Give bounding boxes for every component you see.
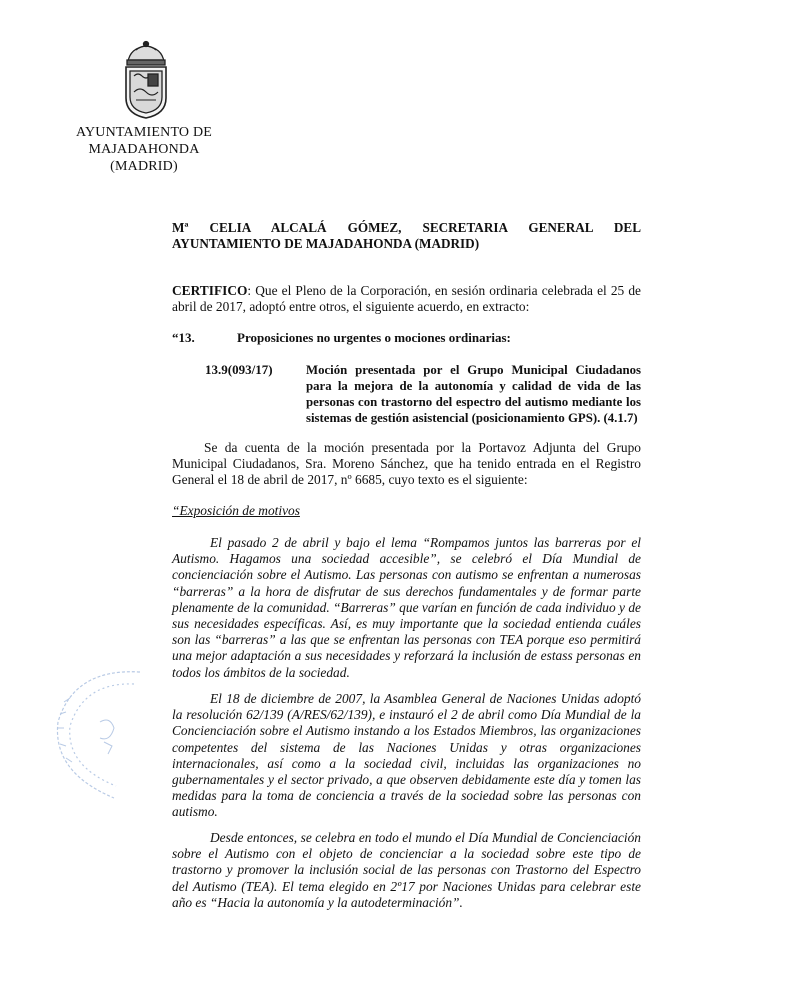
exposicion-heading: “Exposición de motivos [172,503,300,518]
paragraph-3: Desde entonces, se celebra en todo el mundo el Día Mundial de Concienciación sobre el Autismo con el objeto de concienciar a la sociedad sobre este tipo de trastorno y promover la inclusión social de las personas con Trastorno del Espectro del Autismo (TEA). El tema elegido en 2º17 por Naciones Unidas para celebrar este año es “Hacia la autonomía y la autodeterminación”. [172,830,641,910]
signer-line-2: AYUNTAMIENTO DE MAJADAHONDA (MADRID) [172,236,480,251]
paragraph-1: El pasado 2 de abril y bajo el lema “Rompamos juntos las barreras por el Autismo. Hagamos una sociedad accesible”, se celebró el Día Mundial de concienciación sobre el Autismo. Las personas con autismo se enfrentan a numerosas “barreras” a la hora de disfrutar de sus derechos fundamentales y de formar parte plenamente de la comunidad. “Barreras” que varían en función de cada individuo y de sus necesidades específicas. Así, es muy importante que la sociedad entienda cuáles son las “barreras” a las que se enfrentan las personas con TEA porque eso permitirá una mejor adaptación a sus necesidades y reforzará la inclusión de estass personas en todos los ámbitos de la sociedad. [172,535,641,680]
agenda-item-number: “13. [172,330,195,345]
coat-of-arms-icon [118,40,174,122]
certifico-text: : Que el Pleno de la Corporación, en sesión ordinaria celebrada el 25 de abril de 2017, adoptó entre otros, el siguiente acuerdo, en extracto: [172,283,641,315]
signer-line-1: Mª CELIA ALCALÁ GÓMEZ, SECRETARIA GENERAL DEL [172,220,641,235]
org-line-2: MAJADAHONDA [88,142,200,157]
motion-title: Moción presentada por el Grupo Municipal Ciudadanos para la mejora de la autonomía y calidad de vida de las personas con trastorno del espectro del autismo mediante los sistemas de gestión asistencial (posicionamiento GPS). (4.1.7) [306,363,641,425]
org-line-1: AYUNTAMIENTO DE [75,125,213,140]
certifico-label: CERTIFICO [172,283,248,298]
official-stamp-icon [44,662,148,804]
paragraph-2: El 18 de diciembre de 2007, la Asamblea General de Naciones Unidas adoptó la resolución 62/139 (A/RES/62/139), e instauró el 2 de abril como Día Mundial de la Concienciación sobre el Autismo instando a los Estados Miembros, las organizaciones competentes del sistema de las Naciones Unidas y otras organizaciones internacionales, así como a la sociedad civil, incluidas las organizaciones no gubernamentales y el sector privado, a que observen debidamente este día y tomen las medidas para la toma de conciencia a través de la sociedad sobre las personas con autismo. [172,691,641,820]
org-line-3: (MADRID) [110,159,178,174]
motion-code: 13.9(093/17) [205,362,273,377]
intro-paragraph: Se da cuenta de la moción presentada por la Portavoz Adjunta del Grupo Municipal Ciudadanos, Sra. Moreno Sánchez, que ha tenido entrada en el Registro General el 18 de abril de 2017, nº 6685, cuyo texto es el siguiente: [172,440,641,488]
signer-block [172,220,641,252]
certifico-paragraph [172,283,641,315]
agenda-item-title: Proposiciones no urgentes o mociones ordinarias: [237,330,511,345]
organization-header [70,124,218,175]
